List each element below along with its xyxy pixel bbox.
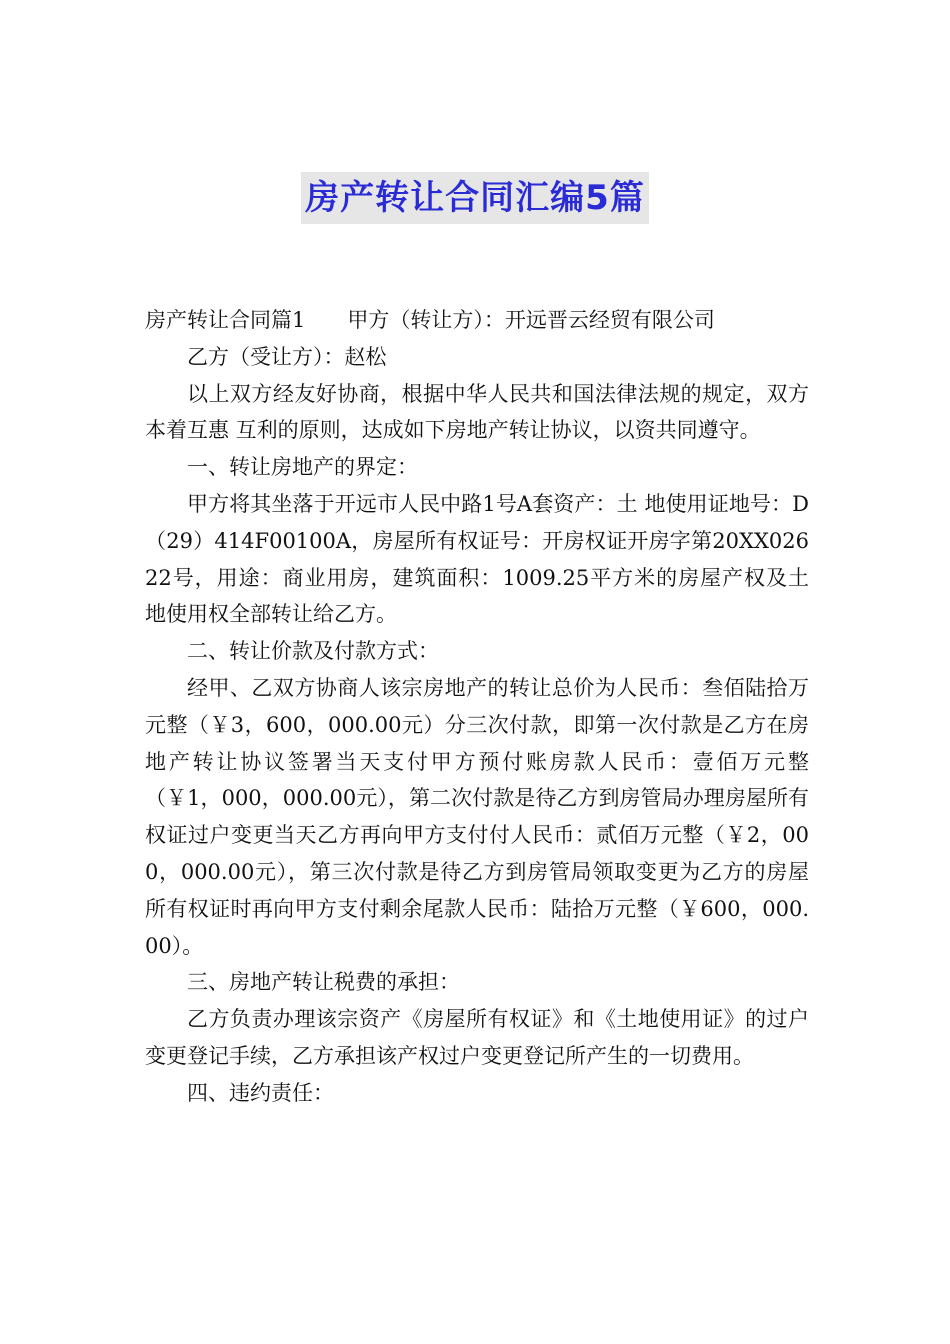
- section-body-1: 甲方将其坐落于开远市人民中路1号A套资产：土 地使用证地号：D（29）414F00100A，房屋所有权证号：开房权证开房字第20XX02622号，用途：商业用房，建筑面积：1009.25平方米的房屋产权及土 地使用权全部转让给乙方。: [145, 491, 809, 627]
- party-a-line: 甲方（转让方）：开远晋云经贸有限公司: [347, 308, 715, 332]
- first-line: [145, 302, 809, 339]
- section-heading-2: 二、转让价款及付款方式：: [187, 639, 439, 664]
- title-container: [0, 172, 950, 224]
- contract-heading: 房产转让合同篇1: [145, 308, 306, 332]
- section-heading-1: 一、转让房地产的界定：: [187, 455, 418, 480]
- section-body-2: 经甲、乙双方协商人该宗房地产的转让总价为人民币：叁佰陆拾万元整（￥3，600，000.00元）分三次付款，即第一次付款是乙方在房地产转让协议签署当天支付甲方预付账房款人民币：壹佰万元整（￥1，000，000.00元），第二次付款是待乙方到房管局办理房屋所有权证过户变更当天乙方再向甲方支付付人民币：贰佰万元整（￥2，000，000.00元），第三次付款是待乙方到房管局领取变更为乙方的房屋所有权证时再向甲方支付剩余尾款人民币：陆拾万元整（￥600，000.00）。: [145, 675, 809, 958]
- preamble-paragraph: 以上双方经友好协商，根据中华人民共和国法律法规的规定，双方本着互惠 互利的原则，达成如下房地产转让协议，以资共同遵守。: [145, 381, 809, 443]
- document-body: [145, 302, 809, 1112]
- section-heading-4: 四、违约责任：: [187, 1080, 334, 1105]
- document-title: 房产转让合同汇编5篇: [301, 172, 649, 224]
- party-b-line: 乙方（受让方）：赵松: [187, 344, 387, 369]
- section-heading-3: 三、房地产转让税费的承担：: [187, 970, 460, 995]
- section-body-3: 乙方负责办理该宗资产《房屋所有权证》和《土地使用证》的过户变更登记手续，乙方承担该产权过户变更登记所产生的一切费用。: [145, 1007, 809, 1068]
